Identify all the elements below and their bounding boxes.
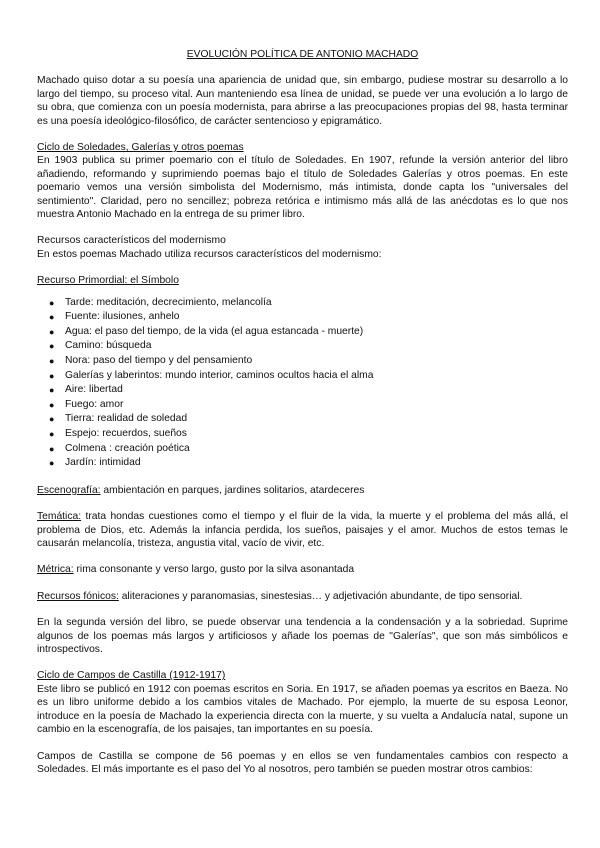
bullet-icon: ● — [49, 458, 55, 469]
bullet-icon: ● — [49, 370, 55, 381]
list-item: ● Colmena : creación poética — [37, 442, 568, 457]
tematica-paragraph: Temática: trata hondas cuestiones como el tiempo y el fluir de la vida, la muerte y el problema del más allá, el problema de Dios, etc. Además la infancia perdida, los sueños, paisajes y el amor. Muchos de estos temas le causarán melancolía, tristeza, angustia vital, vacío de vivir, etc. — [37, 511, 568, 550]
simbolo-list — [37, 296, 568, 471]
soledades-heading: Ciclo de Soledades, Galerías y otros poemas — [37, 142, 244, 154]
bullet-icon: ● — [49, 341, 55, 352]
bullet-icon: ● — [49, 297, 55, 308]
soledades-paragraph: En 1903 publica su primer poemario con el título de Soledades. En 1907, refunde la versión anterior del libro añadiendo, reformando y suprimiendo poemas bajo el título de Soledades Galerías y otros poemas. En este poemario vemos una versión simbolista del Modernismo, más intimista, donde capta los "universales del sentimiento". Claridad, pero no sencillez; pobreza retórica e intimismo más allá de las anécdotas es lo que nos muestra Antonio Machado en la entrega de su primer libro. — [37, 155, 568, 221]
metrica-label: Métrica: — [37, 564, 74, 576]
escenografia-label: Escenografía: — [37, 484, 101, 496]
bullet-icon: ● — [49, 326, 55, 337]
tematica-label: Temática: — [37, 511, 82, 523]
document-title: EVOLUCIÓN POLÍTICA DE ANTONIO MACHADO — [186, 49, 419, 60]
segunda-version-paragraph: En la segunda versión del libro, se puede observar una tendencia a la condensación y a la sobriedad. Suprime algunos de los poemas más largos y artificiosos y añade los poemas de "Galerías", que son más simbólicos e introspectivos. — [37, 617, 568, 656]
bullet-icon: ● — [49, 356, 55, 367]
list-item: ● Agua: el paso del tiempo, de la vida (el agua estancada - muerte) — [37, 325, 568, 340]
bullet-icon: ● — [49, 429, 55, 440]
recursos-paragraph: En estos poemas Machado utiliza recursos característicos del modernismo: — [37, 248, 382, 260]
campos-paragraph-2: Campos de Castilla se compone de 56 poemas y en ellos se ven fundamentales cambios con respecto a Soledades. El más importante es el paso del Yo al nosotros, pero también se pueden mostrar otros cambios: — [37, 750, 568, 775]
list-item: ● Fuego: amor — [37, 398, 568, 413]
campos-heading: Ciclo de Campos de Castilla (1912-1917) — [37, 670, 226, 682]
bullet-icon: ● — [49, 443, 55, 454]
bullet-icon: ● — [49, 414, 55, 425]
escenografia-paragraph: Escenografía: ambientación en parques, jardines solitarios, atardeceres — [37, 484, 365, 496]
list-item: ● Galerías y laberintos: mundo interior, caminos ocultos hacia el alma — [37, 369, 568, 384]
list-item: ● Tarde: meditación, decrecimiento, melancolía — [37, 296, 568, 311]
simbolo-heading: Recurso Primordial: el Símbolo — [37, 275, 179, 287]
bullet-icon: ● — [49, 399, 55, 410]
campos-paragraph: Este libro se publicó en 1912 con poemas escritos en Soria. En 1917, se añaden poemas ya escritos en Baeza. No es un libro uniforme debido a los cambios vitales de Machado. Por ejemplo, la muerte de su esposa Leonor, introduce en la poesía de Machado la experiencia directa con la muerte, y su vuelta a Andalucía natal, supone un cambio en la escenografía, de los paisajes, tan importantes en su poesía. — [37, 683, 568, 736]
list-item: ● Fuente: ilusiones, anhelo — [37, 310, 568, 325]
list-item: ● Nora: paso del tiempo y del pensamiento — [37, 354, 568, 369]
list-item: ● Espejo: recuerdos, sueños — [37, 427, 568, 442]
intro-paragraph: Machado quiso dotar a su poesía una apariencia de unidad que, sin embargo, pudiese mostrar su desarrollo a lo largo del tiempo, su proceso vital. Aun manteniendo esa línea de unidad, se puede ver una evolución a lo largo de su obra, que comienza con un poesía modernista, para abrirse a las preocupaciones propias del 98, hasta terminar es una poesía ideológico-filosófico, de carácter sentencioso y epigramático. — [37, 75, 568, 127]
list-item: ● Tierra: realidad de soledad — [37, 412, 568, 427]
metrica-paragraph: Métrica: rima consonante y verso largo, gusto por la silva asonantada — [37, 564, 355, 576]
foneticos-paragraph: Recursos fónicos: aliteraciones y paranomasias, sinestesias… y adjetivación abundante, de tipo sensorial. — [37, 590, 523, 602]
recursos-heading: Recursos característicos del modernismo — [37, 235, 226, 247]
bullet-icon: ● — [49, 312, 55, 323]
document-page — [37, 48, 568, 776]
bullet-icon: ● — [49, 385, 55, 396]
list-item: ● Aire: libertad — [37, 383, 568, 398]
foneticos-label: Recursos fónicos: — [37, 590, 119, 602]
list-item: ● Jardín: intimidad — [37, 456, 568, 471]
list-item: ● Camino: búsqueda — [37, 339, 568, 354]
